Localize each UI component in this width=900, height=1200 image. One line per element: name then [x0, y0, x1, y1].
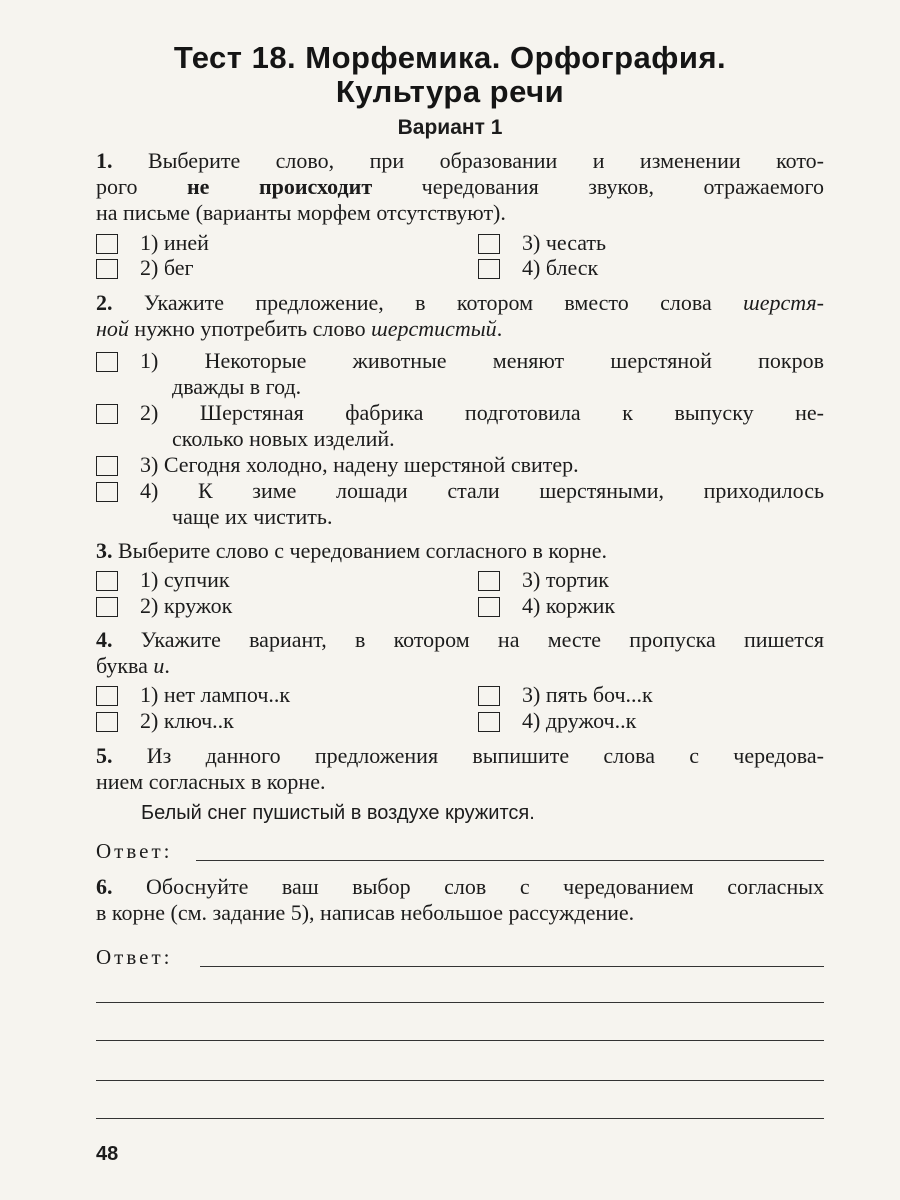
q4-option-1-label: 1) нет лампоч..к	[140, 682, 291, 707]
q4-number: 4.	[96, 627, 113, 652]
page-number: 48	[96, 1143, 119, 1165]
q2-number: 2.	[96, 290, 113, 315]
q6-text-line-1	[96, 874, 824, 900]
q1-option-3-label: 3) чесать	[522, 230, 607, 255]
q1-option-2-checkbox[interactable]	[96, 259, 118, 279]
q1-number: 1.	[96, 148, 113, 173]
q4-option-3-checkbox[interactable]	[478, 686, 500, 706]
q1-option-4-label: 4) блеск	[522, 255, 599, 280]
q2-option-1-checkbox[interactable]	[96, 352, 118, 372]
q4-option-3-label: 3) пять боч...к	[522, 682, 653, 707]
q2-text: Укажите предложение, в котором вместо слова	[143, 290, 744, 315]
q3-option-2-checkbox[interactable]	[96, 597, 118, 617]
q4-option-1-checkbox[interactable]	[96, 686, 118, 706]
page-title: Тест 18. Морфемика. Орфография.	[173, 40, 727, 75]
q1-text-line-1	[96, 148, 824, 174]
q4-text: .	[164, 653, 170, 678]
q1-option-4-checkbox[interactable]	[478, 259, 500, 279]
q3-option-1-label: 1) супчик	[140, 567, 230, 592]
q6-answer-line-1[interactable]	[200, 966, 824, 967]
q4-text: буква	[96, 653, 154, 678]
q1-text: Выберите слово, при образовании и изменении кото-	[147, 148, 824, 173]
q6-answer-line-5[interactable]	[96, 1118, 824, 1119]
q1-emphasis: не происходит	[187, 174, 373, 199]
q4-option-2-label: 2) ключ..к	[140, 708, 234, 733]
page-subtitle: Культура речи	[335, 74, 565, 109]
q2-text: нужно употребить слово	[128, 316, 372, 341]
q4-option-2-checkbox[interactable]	[96, 712, 118, 732]
q4-letter-italic: и	[153, 653, 165, 678]
q2-option-2-line-2: сколько новых изделий.	[172, 426, 395, 451]
q2-option-2-line-1: 2) Шерстяная фабрика подготовила к выпуску не-	[140, 400, 824, 425]
q1-text-line-3: на письме (варианты морфем отсутствуют).	[96, 200, 506, 225]
q1-option-1-checkbox[interactable]	[96, 234, 118, 254]
q5-sentence: Белый снег пушистый в воздухе кружится.	[141, 802, 535, 824]
q2-word-italic: шерстя-	[743, 290, 824, 315]
q2-option-4-checkbox[interactable]	[96, 482, 118, 502]
q3-text-body: Выберите слово с чередованием согласного в корне.	[118, 538, 608, 563]
q2-word-italic: шерстистый	[371, 316, 497, 341]
q2-text-line-2	[96, 316, 824, 342]
q2-option-3-checkbox[interactable]	[96, 456, 118, 476]
q5-number: 5.	[96, 743, 113, 768]
q6-answer-line-2[interactable]	[96, 1002, 824, 1003]
q2-option-3-line-1: 3) Сегодня холодно, надену шерстяной свитер.	[140, 452, 579, 477]
q3-option-1-checkbox[interactable]	[96, 571, 118, 591]
q4-option-4-checkbox[interactable]	[478, 712, 500, 732]
q1-text: чередования звуков, отражаемого	[372, 174, 824, 199]
q2-option-4-line-2: чаще их чистить.	[172, 504, 333, 529]
q2-text: .	[496, 316, 503, 341]
variant-heading: Вариант 1	[397, 116, 503, 139]
q3-text	[96, 538, 824, 564]
q1-option-1-label: 1) иней	[140, 230, 209, 255]
q4-text-line-2	[96, 653, 824, 679]
q5-text-line-2: нием согласных в корне.	[96, 769, 326, 794]
q2-text-line-1	[96, 290, 824, 316]
q3-number: 3.	[96, 538, 113, 563]
q6-text-line-2: в корне (см. задание 5), написав небольшое рассуждение.	[96, 900, 635, 925]
q1-text-line-2	[96, 174, 824, 200]
q2-word-italic: ной	[96, 316, 129, 341]
q2-option-1-line-2: дважды в год.	[172, 374, 302, 399]
q3-option-2-label: 2) кружок	[140, 593, 233, 618]
q5-text: Из данного предложения выпишите слова с чередова-	[146, 743, 824, 768]
q6-text: Обоснуйте ваш выбор слов с чередованием согласных	[146, 874, 824, 899]
q3-option-4-checkbox[interactable]	[478, 597, 500, 617]
q5-answer-label: Ответ:	[96, 839, 173, 863]
q2-option-1-line-1: 1) Некоторые животные меняют шерстяной покров	[140, 348, 824, 373]
q5-text-line-1	[96, 743, 824, 769]
q4-text: Укажите вариант, в котором на месте пропуска пишется	[140, 627, 824, 652]
q6-answer-line-3[interactable]	[96, 1040, 824, 1041]
q1-option-2-label: 2) бег	[140, 255, 194, 280]
q2-option-2-checkbox[interactable]	[96, 404, 118, 424]
q3-option-3-label: 3) тортик	[522, 567, 609, 592]
q2-option-4-line-1: 4) К зиме лошади стали шерстяными, приходилось	[140, 478, 824, 503]
q4-text-line-1	[96, 627, 824, 653]
q1-text: рого	[96, 174, 187, 199]
q6-answer-label: Ответ:	[96, 945, 173, 969]
q6-answer-line-4[interactable]	[96, 1080, 824, 1081]
q3-option-4-label: 4) коржик	[522, 593, 616, 618]
q1-option-3-checkbox[interactable]	[478, 234, 500, 254]
q4-option-4-label: 4) дружоч..к	[522, 708, 637, 733]
q5-answer-line[interactable]	[196, 860, 824, 861]
q6-number: 6.	[96, 874, 113, 899]
q3-option-3-checkbox[interactable]	[478, 571, 500, 591]
